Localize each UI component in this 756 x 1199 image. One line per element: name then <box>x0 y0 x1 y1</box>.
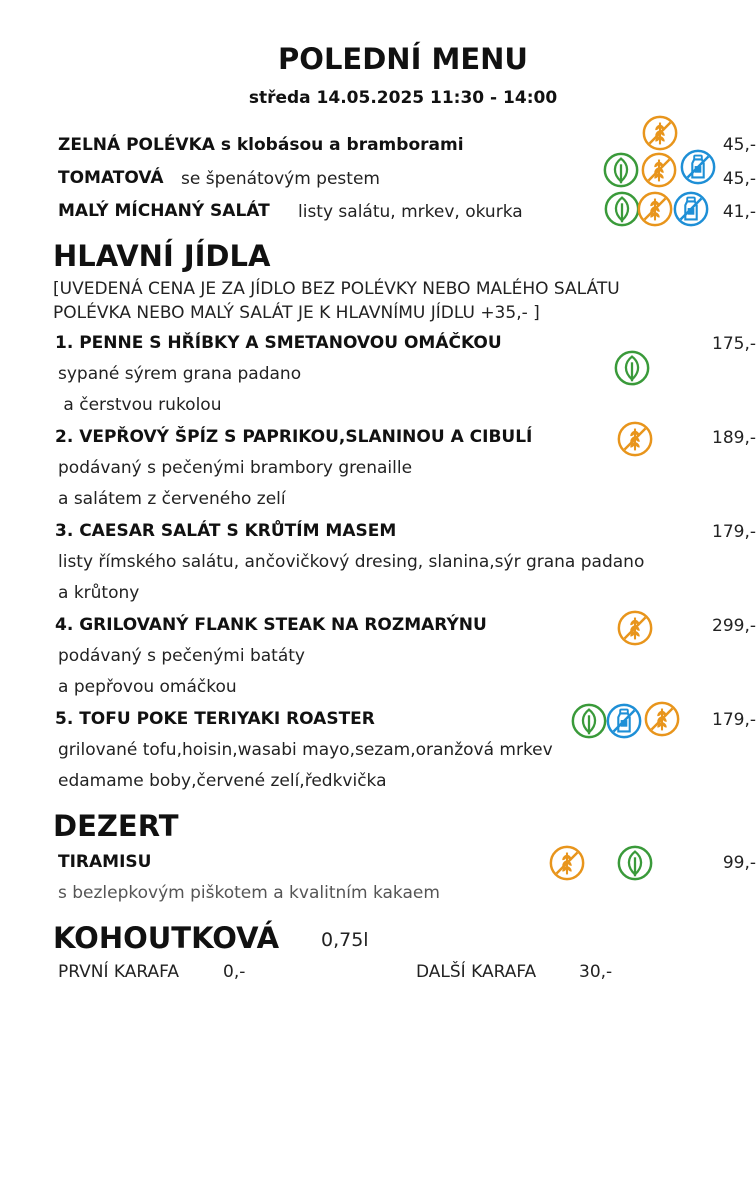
dish-price: 189,- <box>712 428 756 448</box>
starter-name: MALÝ MÍCHANÝ SALÁT <box>58 201 270 221</box>
dessert-description: s bezlepkovým piškotem a kvalitním kakaem <box>58 883 440 903</box>
gluten-free-icon <box>640 151 678 189</box>
vegetarian-icon <box>602 151 640 189</box>
gluten-free-icon <box>636 190 674 228</box>
page-title: POLEDNÍ MENU <box>278 42 528 76</box>
tap-water-volume: 0,75l <box>321 929 369 951</box>
price-note: [UVEDENÁ CENA JE ZA JÍDLO BEZ POLÉVKY NEBO MALÉHO SALÁTU <box>53 279 620 299</box>
vegetarian-icon <box>613 349 651 387</box>
tap-water-heading: KOHOUTKOVÁ <box>53 921 280 955</box>
dish-price: 179,- <box>712 522 756 542</box>
gluten-free-icon <box>641 114 679 152</box>
dish-name: 4. GRILOVANÝ FLANK STEAK NA ROZMARÝNU <box>55 615 487 635</box>
gluten-free-icon <box>616 609 654 647</box>
gluten-free-icon <box>548 844 586 882</box>
starter-price: 45,- <box>722 135 756 155</box>
dish-name: 3. CAESAR SALÁT S KRŮTÍM MASEM <box>55 521 397 541</box>
dish-description: podávaný s pečenými brambory grenaille <box>58 458 413 478</box>
starter-description: listy salátu, mrkev, okurka <box>298 202 523 222</box>
vegetarian-icon <box>616 844 654 882</box>
dish-description: a pepřovou omáčkou <box>58 677 237 697</box>
dish-description: a čerstvou rukolou <box>58 395 222 415</box>
lactose-free-icon <box>672 190 710 228</box>
dish-description: grilované tofu,hoisin,wasabi mayo,sezam,oranžová mrkev <box>58 740 553 760</box>
next-carafe-price: 30,- <box>579 962 613 982</box>
gluten-free-icon <box>616 420 654 458</box>
starter-name: ZELNÁ POLÉVKA s klobásou a bramborami <box>58 135 464 155</box>
dish-name: 1. PENNE S HŘÍBKY A SMETANOVOU OMÁČKOU <box>55 333 502 353</box>
main-dishes-heading: HLAVNÍ JÍDLA <box>53 239 271 273</box>
dish-price: 175,- <box>712 334 756 354</box>
dessert-name: TIRAMISU <box>58 852 152 872</box>
starter-description: se špenátovým pestem <box>181 169 380 189</box>
price-note: POLÉVKA NEBO MALÝ SALÁT JE K HLAVNÍMU JÍDLU +35,- ] <box>53 303 540 323</box>
starter-price: 41,- <box>722 202 756 222</box>
dessert-price: 99,- <box>722 853 756 873</box>
starter-price: 45,- <box>722 169 756 189</box>
dish-name: 2. VEPŘOVÝ ŠPÍZ S PAPRIKOU,SLANINOU A CIBULÍ <box>55 427 533 447</box>
first-carafe-label: PRVNÍ KARAFA <box>58 962 179 982</box>
next-carafe-label: DALŠÍ KARAFA <box>416 962 537 982</box>
lactose-free-icon <box>605 702 643 740</box>
dish-name: 5. TOFU POKE TERIYAKI ROASTER <box>55 709 375 729</box>
dish-description: podávaný s pečenými batáty <box>58 646 305 666</box>
gluten-free-icon <box>643 700 681 738</box>
dish-price: 179,- <box>712 710 756 730</box>
dessert-heading: DEZERT <box>53 809 179 843</box>
vegetarian-icon <box>570 702 608 740</box>
first-carafe-price: 0,- <box>223 962 246 982</box>
date-time-line: středa 14.05.2025 11:30 - 14:00 <box>248 88 558 108</box>
dish-description: a salátem z červeného zelí <box>58 489 286 509</box>
dish-description: edamame boby,červené zelí,ředkvička <box>58 771 387 791</box>
dish-description: listy římského salátu, ančovičkový dresing, slanina,sýr grana padano <box>58 552 645 572</box>
dish-price: 299,- <box>712 616 756 636</box>
starter-name: TOMATOVÁ <box>58 168 164 188</box>
dish-description: sypané sýrem grana padano <box>58 364 302 384</box>
lactose-free-icon <box>679 148 717 186</box>
dish-description: a krůtony <box>58 583 140 603</box>
